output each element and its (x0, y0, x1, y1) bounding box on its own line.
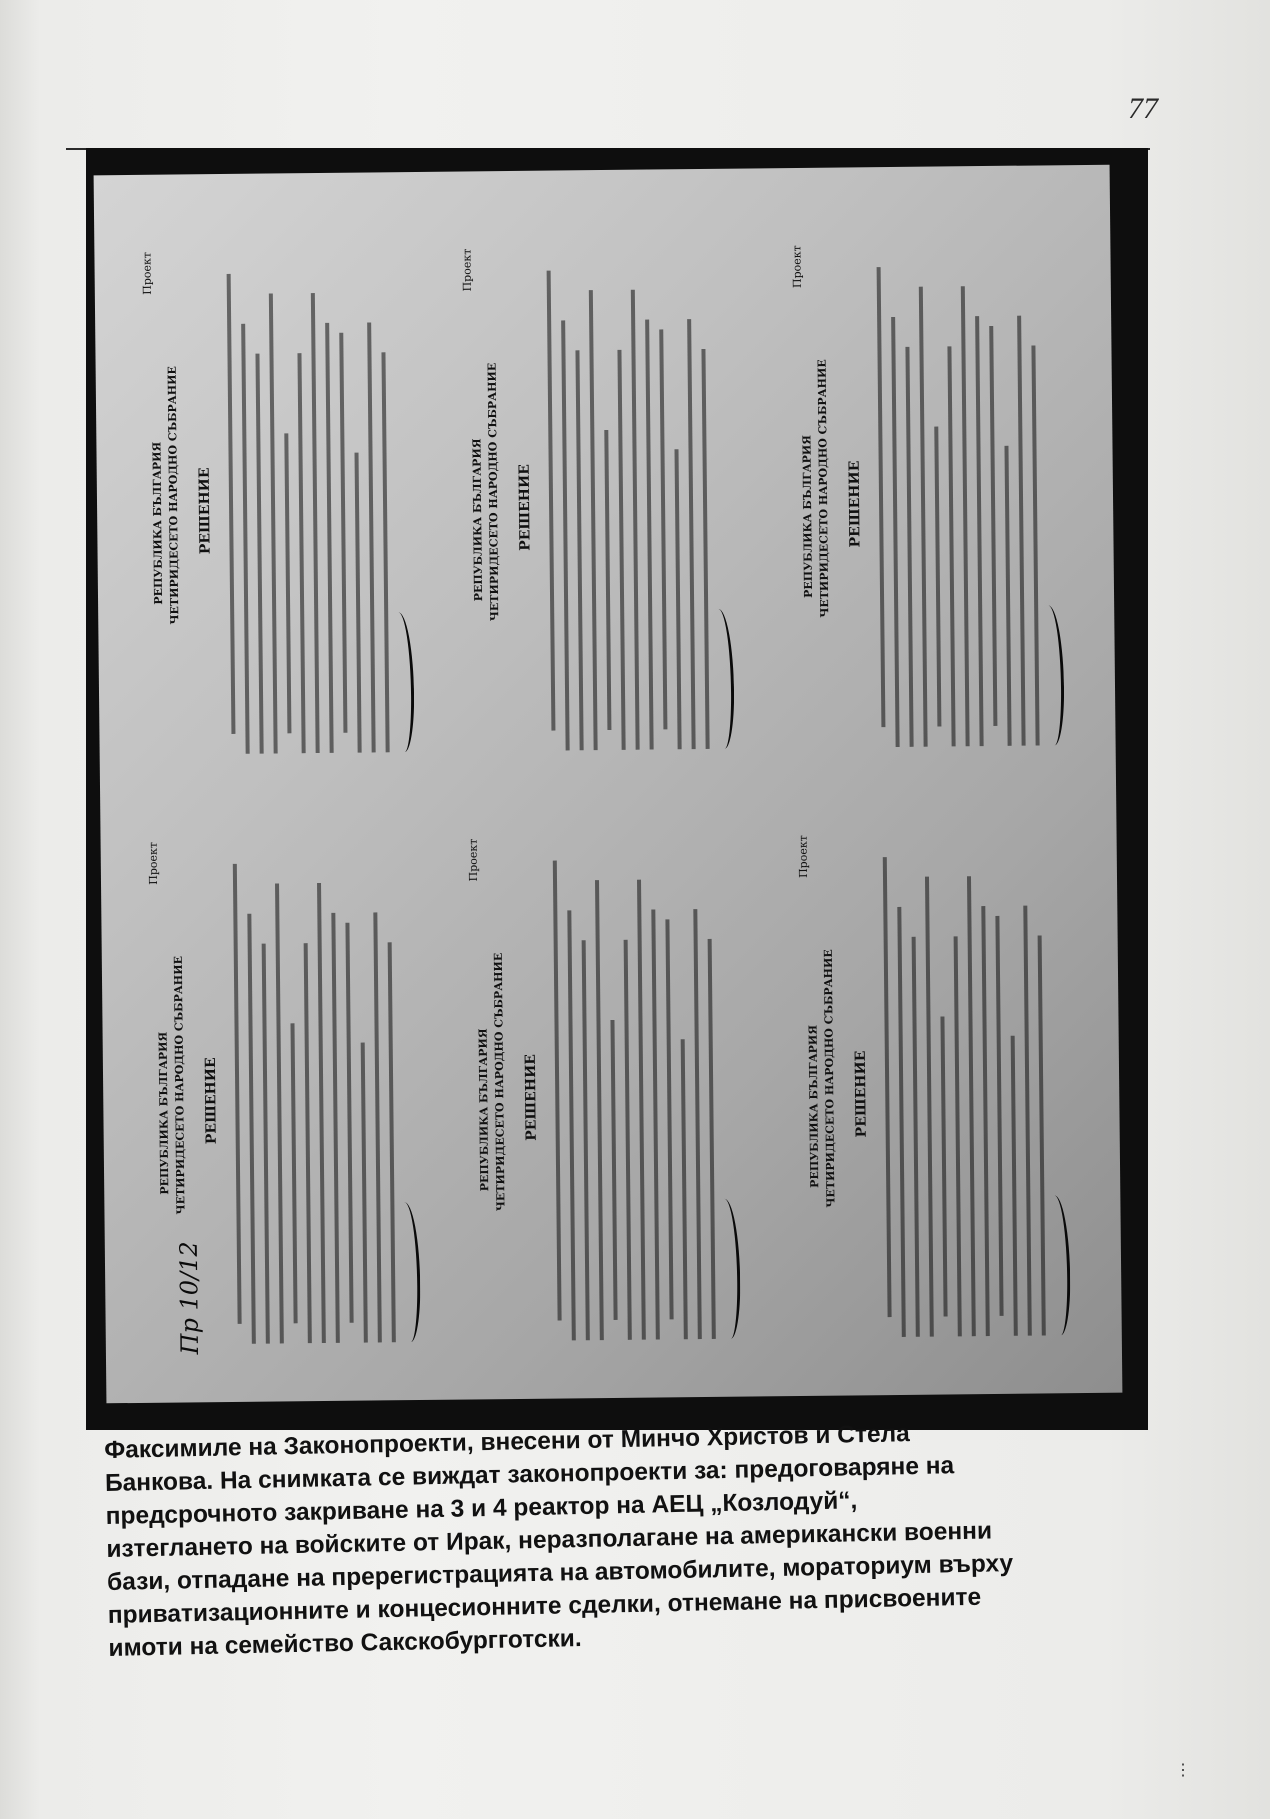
document-text-line (659, 329, 667, 729)
document-assembly: ЧЕТИРИДЕСЕТО НАРОДНО СЪБРАНИЕ (165, 366, 182, 625)
document-text-line (954, 936, 962, 1336)
document-text-line (241, 324, 250, 754)
bill-document (454, 209, 740, 772)
document-assembly: ЧЕТИРИДЕСЕТО НАРОДНО СЪБРАНИЕ (491, 952, 508, 1212)
document-text-line (582, 940, 590, 1340)
document-text-line (589, 290, 598, 750)
document-text-line (284, 433, 291, 733)
caption-line: бази, отпадане на пререгистрацията на автомобилите, мораториум върху (106, 1549, 1014, 1596)
document-text-line (975, 316, 984, 746)
document-text-line (940, 1016, 947, 1316)
document-text-line (617, 350, 625, 750)
document-text-line (595, 880, 604, 1340)
document-assembly: ЧЕТИРИДЕСЕТО НАРОДНО СЪБРАНИЕ (171, 955, 188, 1215)
document-text-line (897, 907, 906, 1337)
document-text-line (883, 857, 892, 1317)
bill-document (460, 799, 746, 1362)
document-text-line (905, 347, 913, 747)
document-text-line (674, 449, 681, 749)
document-text-line (925, 877, 934, 1337)
document-text-line (934, 427, 941, 727)
document-text-line (561, 320, 570, 750)
document-republic: РЕПУБЛИКА БЪЛГАРИЯ (150, 441, 166, 605)
scan-speck: ⋮ (1175, 1762, 1191, 1779)
document-text-line (297, 353, 305, 753)
document-label: Проект (466, 838, 481, 882)
document-text-line (981, 906, 990, 1336)
document-assembly: ЧЕТИРИДЕСЕТО НАРОДНО СЪБРАНИЕ (815, 359, 832, 618)
document-text-line (233, 864, 242, 1324)
document-text-line (665, 919, 673, 1319)
document-text-line (255, 354, 263, 754)
document-text-line (1023, 906, 1032, 1336)
document-text-line (1004, 446, 1011, 746)
caption-line: Банкова. На снимката се виждат законопроекти за: предоговаряне на (104, 1452, 955, 1497)
caption-line: Факсимиле на Законопроекти, внесени от Минчо Христов и Стела (104, 1420, 911, 1464)
document-text-line (262, 944, 270, 1344)
document-text-line (995, 916, 1003, 1316)
document-heading: РЕШЕНИЕ (516, 464, 534, 551)
bill-document (784, 205, 1070, 768)
document-text-line (227, 274, 236, 734)
document-text-line (373, 912, 382, 1342)
document-text-line (891, 317, 900, 747)
document-text-line (967, 876, 976, 1336)
document-text-line (604, 430, 611, 730)
document-text-line (247, 914, 256, 1344)
caption-line: изтеглането на войските от Ирак, неразполагане на американски военни (106, 1517, 993, 1563)
document-text-line (877, 267, 886, 727)
document-text-line (290, 1023, 297, 1323)
document-text-line (645, 320, 654, 750)
document-text-line (693, 909, 702, 1339)
document-text-line (687, 319, 696, 749)
document-heading: РЕШЕНИЕ (846, 460, 864, 548)
documents-sheet (94, 165, 1123, 1404)
document-text-line (339, 333, 347, 733)
document-text-line (1017, 316, 1026, 746)
caption-line: приватизационните и концесионните сделки, отнемане на присвоените (107, 1583, 982, 1629)
document-text-line (575, 350, 583, 750)
document-text-line (269, 293, 278, 753)
document-text-line (1011, 1036, 1018, 1336)
photo-caption (104, 1411, 1189, 1665)
document-text-line (947, 346, 955, 746)
document-text-line (637, 880, 646, 1340)
document-text-line (553, 861, 562, 1321)
document-heading: РЕШЕНИЕ (522, 1053, 540, 1141)
facsimile-photo (86, 148, 1148, 1430)
document-text-line (331, 913, 340, 1343)
document-republic: РЕПУБЛИКА БЪЛГАРИЯ (806, 1024, 822, 1188)
page-number: 77 (1128, 92, 1158, 125)
document-heading: РЕШЕНИЕ (196, 467, 214, 555)
document-text-line (567, 910, 576, 1340)
document-text-line (361, 1043, 368, 1343)
document-heading: РЕШЕНИЕ (202, 1057, 220, 1145)
bill-document (134, 212, 420, 775)
bill-document (790, 795, 1076, 1358)
document-republic: РЕПУБЛИКА БЪЛГАРИЯ (156, 1031, 172, 1195)
document-text-line (989, 326, 997, 726)
document-text-line (345, 923, 353, 1323)
handwritten-note: Пр 10/12 (174, 1241, 204, 1355)
document-text-line (912, 937, 920, 1337)
document-text-line (355, 453, 362, 753)
document-label: Проект (790, 245, 804, 289)
document-text-line (311, 293, 320, 753)
signature-icon (714, 1199, 740, 1339)
signature-icon (1038, 605, 1064, 745)
document-text-line (631, 290, 640, 750)
document-republic: РЕПУБЛИКА БЪЛГАРИЯ (800, 434, 816, 598)
document-label: Проект (146, 841, 161, 885)
document-text-line (610, 1020, 617, 1320)
document-text-line (367, 322, 376, 752)
caption-line: имоти на семейство Сакскобургготски. (108, 1625, 582, 1662)
document-text-line (651, 910, 660, 1340)
document-assembly: ЧЕТИРИДЕСЕТО НАРОДНО СЪБРАНИЕ (821, 949, 838, 1208)
document-text-line (275, 883, 284, 1343)
document-label: Проект (796, 835, 810, 879)
document-text-line (317, 883, 326, 1343)
document-text-line (919, 287, 928, 747)
document-text-line (624, 940, 632, 1340)
caption-line: предсрочното закриване на 3 и 4 реактор на АЕЦ „Козлодуй“, (105, 1487, 858, 1530)
signature-icon (1044, 1195, 1070, 1335)
document-assembly: ЧЕТИРИДЕСЕТО НАРОДНО СЪБРАНИЕ (485, 362, 502, 622)
document-text-line (547, 271, 556, 731)
document-label: Проект (460, 248, 474, 292)
document-text-line (325, 323, 334, 753)
document-heading: РЕШЕНИЕ (852, 1050, 870, 1138)
document-republic: РЕПУБЛИКА БЪЛГАРИЯ (476, 1028, 492, 1192)
document-text-line (961, 286, 970, 746)
signature-icon (708, 609, 734, 749)
document-text-line (304, 943, 312, 1343)
document-text-line (681, 1039, 688, 1339)
signature-icon (388, 612, 414, 752)
document-republic: РЕПУБЛИКА БЪЛГАРИЯ (470, 438, 486, 602)
signature-icon (394, 1202, 420, 1342)
document-label: Проект (140, 251, 154, 295)
